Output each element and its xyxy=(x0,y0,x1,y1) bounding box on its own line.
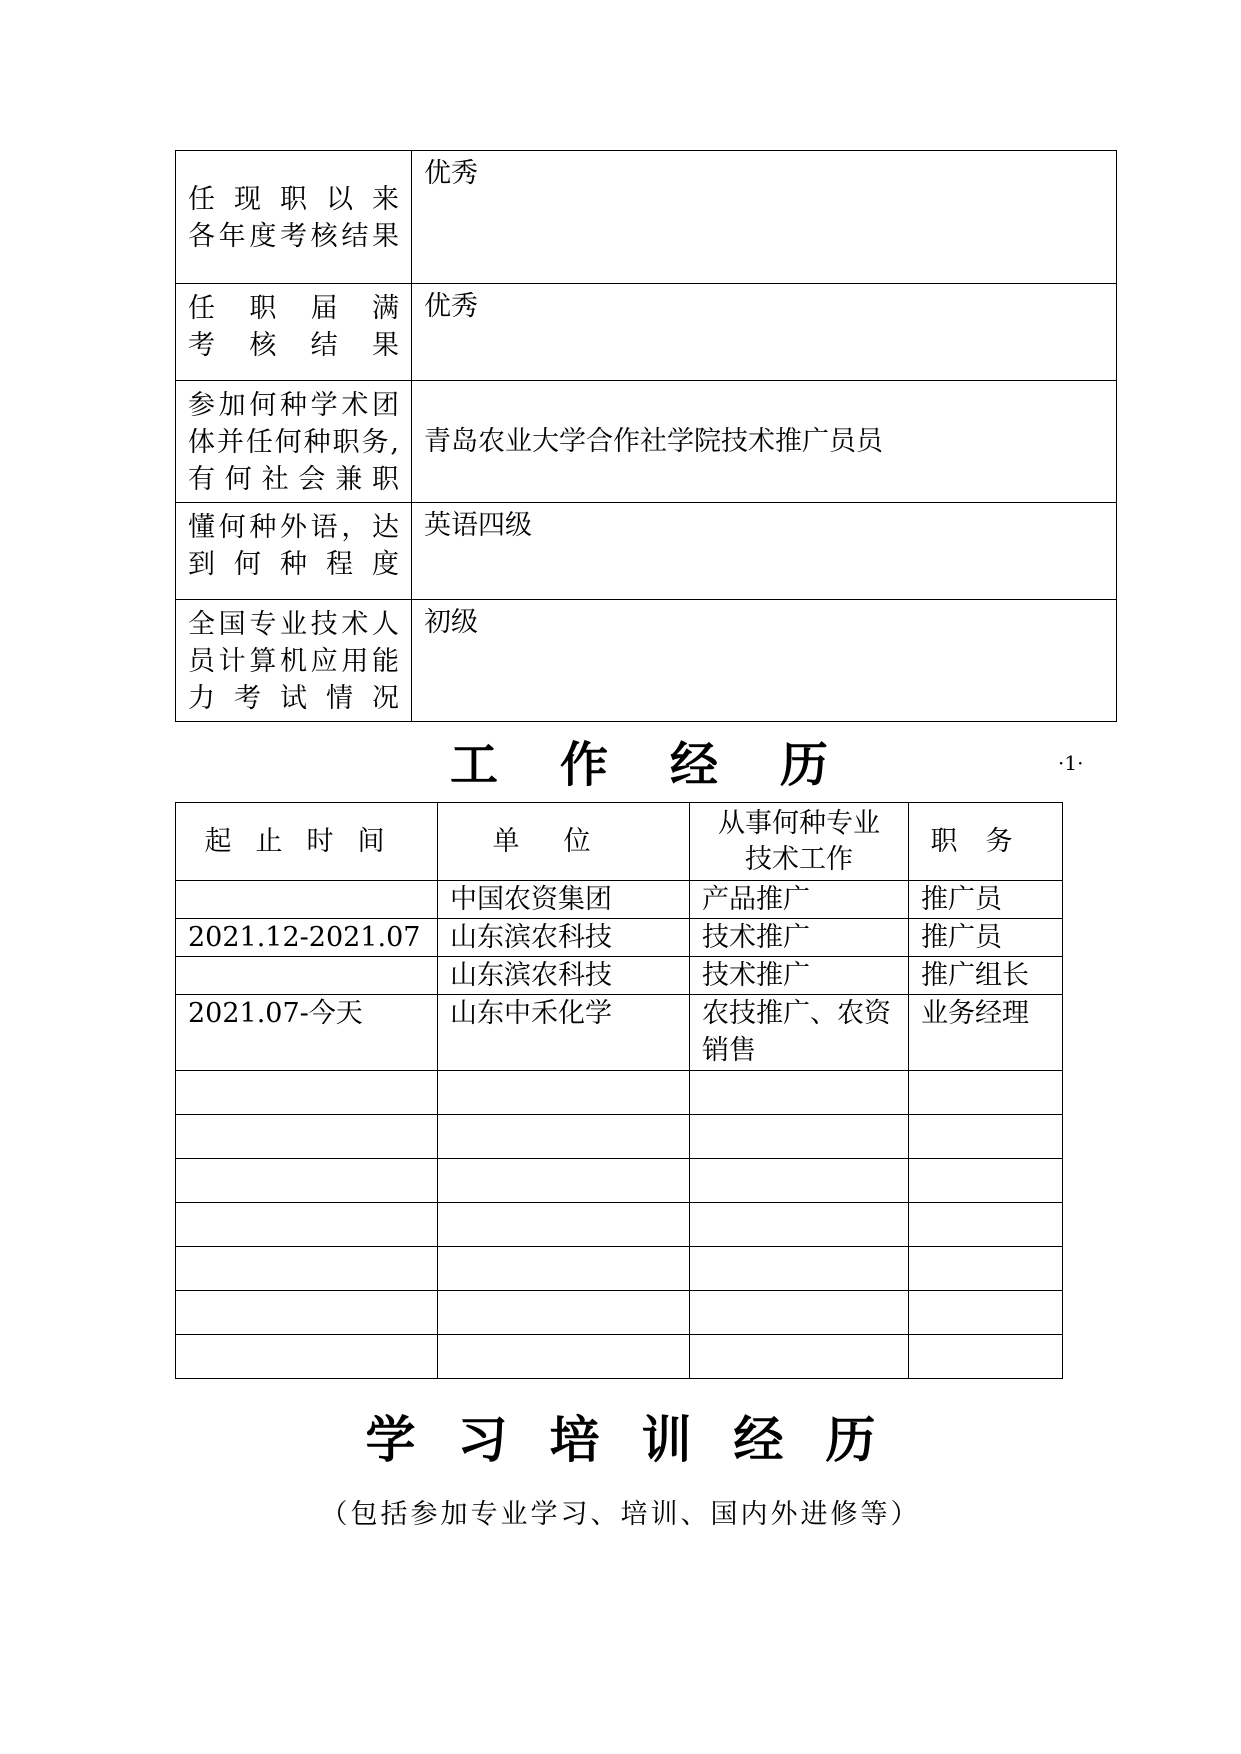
table-row-empty xyxy=(176,1115,1063,1159)
assessment-row-computer xyxy=(176,600,1117,722)
cell-period: 2021.07-今天 xyxy=(176,995,438,1071)
assessment-table xyxy=(175,150,1117,722)
label-computer-exam: 全国专业技术人 员计算机应用能 力考试情况 xyxy=(176,600,412,722)
assessment-row-society xyxy=(176,381,1117,503)
label-academic-society: 参加何种学术团 体并任何种职务, 有何社会兼职 xyxy=(176,381,412,503)
cell-position: 业务经理 xyxy=(909,995,1063,1071)
header-period: 起止时间 xyxy=(176,803,438,881)
table-row xyxy=(176,919,1063,957)
label-foreign-language: 懂何种外语，达 到何种程度 xyxy=(176,503,412,600)
cell-work: 技术推广 xyxy=(690,957,909,995)
table-row xyxy=(176,995,1063,1071)
header-work: 从事何种专业 技术工作 xyxy=(690,803,909,881)
cell-work: 技术推广 xyxy=(690,919,909,957)
cell-work: 产品推广 xyxy=(690,881,909,919)
header-unit: 单位 xyxy=(438,803,690,881)
cell-position: 推广员 xyxy=(909,881,1063,919)
value-academic-society: 青岛农业大学合作社学院技术推广员员 xyxy=(412,381,1117,503)
table-row-empty xyxy=(176,1071,1063,1115)
value-computer-exam: 初级 xyxy=(412,600,1117,722)
assessment-row-annual xyxy=(176,151,1117,284)
value-term-assessment: 优秀 xyxy=(412,284,1117,381)
cell-unit: 山东中禾化学 xyxy=(438,995,690,1071)
table-row-empty xyxy=(176,1335,1063,1379)
value-foreign-language: 英语四级 xyxy=(412,503,1117,600)
value-annual-assessment: 优秀 xyxy=(412,151,1117,284)
cell-unit: 山东滨农科技 xyxy=(438,957,690,995)
table-row xyxy=(176,881,1063,919)
assessment-row-term xyxy=(176,284,1117,381)
page-number: ·1· xyxy=(1058,751,1084,775)
table-row-empty xyxy=(176,1291,1063,1335)
header-position: 职务 xyxy=(909,803,1063,881)
table-row-empty xyxy=(176,1247,1063,1291)
cell-unit: 中国农资集团 xyxy=(438,881,690,919)
cell-position: 推广组长 xyxy=(909,957,1063,995)
table-row-empty xyxy=(176,1159,1063,1203)
work-table-header xyxy=(176,803,1063,881)
cell-unit: 山东滨农科技 xyxy=(438,919,690,957)
work-history-heading-clipped: 工作经历 xyxy=(450,737,891,793)
cell-position: 推广员 xyxy=(909,919,1063,957)
label-annual-assessment: 任现职以来 各年度考核结果 xyxy=(176,151,412,284)
table-row-empty xyxy=(176,1203,1063,1247)
study-training-title: 学习培训经历 xyxy=(365,1410,918,1469)
table-row xyxy=(176,957,1063,995)
study-training-subtitle: （包括参加专业学习、培训、国内外进修等） xyxy=(320,1499,921,1530)
cell-period xyxy=(176,881,438,919)
cell-work: 农技推广、农资 销售 xyxy=(690,995,909,1071)
label-term-assessment: 任职届满 考核结果 xyxy=(176,284,412,381)
work-history-table xyxy=(175,802,1063,1379)
cell-period: 2021.12-2021.07 xyxy=(176,919,438,957)
assessment-row-language xyxy=(176,503,1117,600)
cell-period xyxy=(176,957,438,995)
